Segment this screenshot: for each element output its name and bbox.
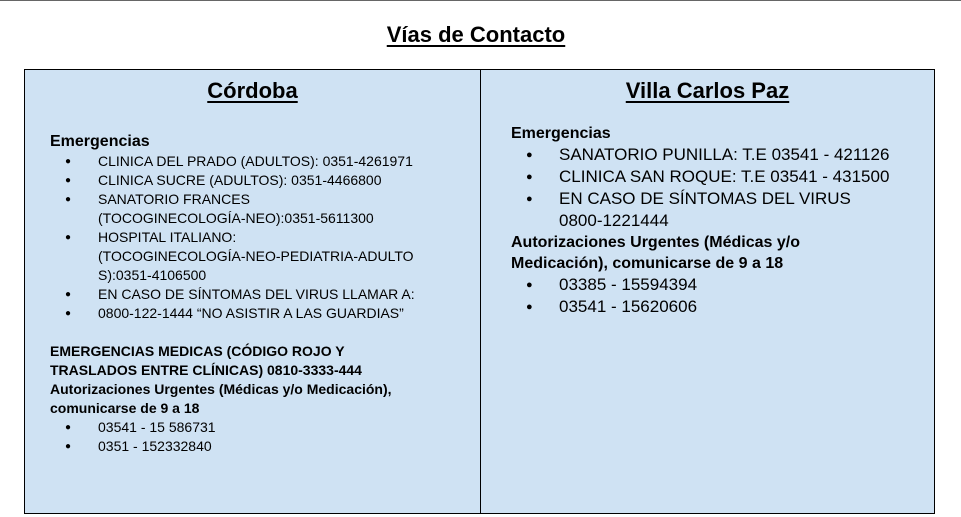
list-item — [50, 304, 480, 323]
cordoba-autorizaciones-list — [50, 418, 480, 456]
list-item-line: S):0351-4106500 — [98, 267, 207, 283]
list-item-line: ● EN CASO DE SÍNTOMAS DEL VIRUS — [559, 189, 851, 208]
list-item — [511, 188, 926, 232]
list-item — [511, 166, 926, 188]
vcp-content — [511, 123, 926, 318]
cordoba-emergencias-heading: Emergencias — [50, 133, 150, 150]
top-divider — [0, 0, 961, 1]
vcp-emergencias-list — [511, 144, 926, 232]
list-item: ● 0351 - 152332840 — [50, 437, 480, 456]
list-item-line: (TOCOGINECOLOGÍA-NEO):0351-5611300 — [98, 210, 374, 226]
cordoba-panel — [24, 69, 481, 514]
list-item-line: (TOCOGINECOLOGÍA-NEO-PEDIATRIA-ADULTO — [98, 248, 414, 264]
list-item: ● 03541 - 15620606 — [511, 296, 926, 318]
list-item-line: ● SANATORIO FRANCES — [98, 191, 250, 207]
list-item-line: 0800-122-1444 “NO ASISTIR A LAS GUARDIAS” — [98, 305, 404, 321]
autorizaciones-heading: Autorizaciones Urgentes (Médicas y/o Medicación), — [50, 381, 392, 397]
list-item — [50, 152, 480, 171]
villa-carlos-paz-panel — [480, 69, 935, 514]
autorizaciones-heading: comunicarse de 9 a 18 — [50, 400, 200, 416]
villa-carlos-paz-title: Villa Carlos Paz — [625, 78, 790, 103]
list-item — [50, 228, 480, 285]
cordoba-emergencias-list — [50, 152, 480, 323]
list-item — [50, 171, 480, 190]
page-title: Vías de Contacto — [386, 22, 566, 47]
cordoba-title: Córdoba — [207, 78, 298, 103]
list-item-line: CLINICA DEL PRADO (ADULTOS): 0351-4261971 — [98, 153, 413, 169]
list-item-line: ● HOSPITAL ITALIANO: — [98, 229, 237, 245]
list-item-line: CLINICA SAN ROQUE: T.E 03541 - 431500 — [559, 167, 890, 186]
vcp-autorizaciones-heading: Medicación), comunicarse de 9 a 18 — [511, 255, 784, 272]
emergencias-medicas-line: TRASLADOS ENTRE CLÍNICAS) 0810-3333-444 — [50, 362, 362, 378]
vcp-autorizaciones-list — [511, 274, 926, 318]
vcp-emergencias-heading: Emergencias — [511, 125, 611, 142]
cordoba-autorizaciones-section — [50, 342, 480, 456]
list-item — [511, 144, 926, 166]
emergencias-medicas-line: EMERGENCIAS MEDICAS (CÓDIGO ROJO Y — [50, 343, 345, 359]
list-item: ● 03385 - 15594394 — [511, 274, 926, 296]
list-item-line: EN CASO DE SÍNTOMAS DEL VIRUS LLAMAR A: — [98, 286, 415, 302]
cordoba-emergencias-section — [50, 132, 480, 323]
vcp-autorizaciones-heading: Autorizaciones Urgentes (Médicas y/o — [511, 234, 800, 251]
list-item — [50, 285, 480, 304]
list-item-line: CLINICA SUCRE (ADULTOS): 0351-4466800 — [98, 172, 382, 188]
list-item: ● 03541 - 15 586731 — [50, 418, 480, 437]
list-item — [50, 190, 480, 228]
list-item-line: 0800-1221444 — [559, 211, 669, 230]
list-item-line: SANATORIO PUNILLA: T.E 03541 - 421126 — [559, 145, 890, 164]
